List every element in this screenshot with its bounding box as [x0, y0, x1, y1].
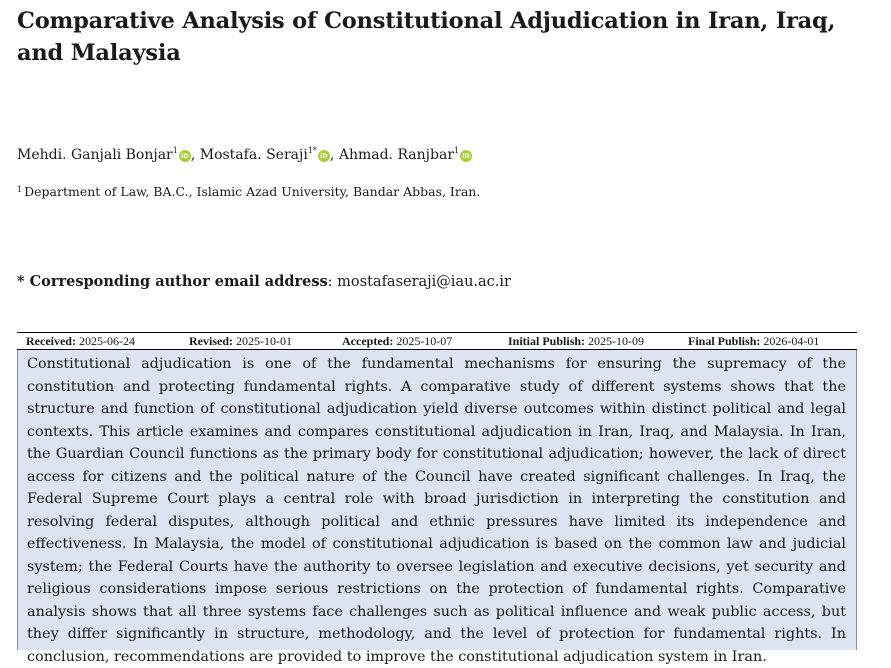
- date-value: 2025-06-24: [78, 334, 135, 348]
- author-name: Mostafa. Seraji: [199, 147, 308, 163]
- date-initial-publish: [508, 333, 644, 349]
- corresponding-author: [17, 272, 511, 292]
- abstract: Constitutional adjudication is one of the fundamental mechanisms for ensuring the supremacy of the constitution and protecting fundamental rights. A comparative study of different systems shows that the structure and function of constitutional adjudication yield diverse outcomes within distinct political and legal contexts. This article examines and compares constitutional adjudication in Iran, Iraq, and Malaysia. In Iran, the Guardian Council functions as the primary body for constitutional adjudication; however, the lack of direct access for citizens and the political nature of the Council have created significant challenges. In Iraq, the Federal Supreme Court plays a central role with broad jurisdiction in interpreting the constitution and resolving federal disputes, although political and ethnic pressures have limited its independence and effectiveness. In Malaysia, the model of constitutional adjudication is based on the common law and judicial system; the Federal Courts have the authority to oversee legislation and executive decisions, yet security and religious considerations impose serious restrictions on the protection of fundamental rights. Comparative analysis shows that all three systems face challenges such as political influence and weak public access, but they differ significantly in structure, methodology, and the level of protection for fundamental rights. In conclusion, recommendations are provided to improve the constitutional adjudication system in Iran.: [17, 350, 857, 650]
- date-revised: [189, 333, 292, 349]
- date-label: Received:: [26, 334, 76, 348]
- author-name: Ahmad. Ranjbar: [338, 147, 455, 163]
- date-final-publish: [688, 333, 819, 349]
- affiliation-text: Department of Law, BA.C., Islamic Azad University, Bandar Abbas, Iran.: [24, 184, 481, 199]
- date-label: Initial Publish:: [508, 334, 586, 348]
- affiliation: [17, 183, 480, 201]
- orcid-icon[interactable]: iD: [179, 150, 191, 162]
- date-value: 2025-10-09: [588, 334, 645, 348]
- corresponding-email[interactable]: mostafaseraji@iau.ac.ir: [337, 274, 511, 290]
- orcid-icon[interactable]: iD: [318, 150, 330, 162]
- author-2: [200, 147, 330, 163]
- paper-title: Comparative Analysis of Constitutional Adjudication in Iran, Iraq, and Malaysia: [17, 8, 836, 66]
- author-3: [339, 147, 472, 163]
- date-received: [26, 333, 135, 349]
- corresponding-label: * Corresponding author email address: [17, 273, 328, 290]
- date-value: 2026-04-01: [763, 334, 820, 348]
- author-separator: ,: [190, 147, 200, 163]
- author-list: [17, 145, 472, 165]
- affiliation-number: 1: [17, 185, 23, 194]
- date-accepted: [342, 333, 452, 349]
- author-affiliation-mark: 1*: [307, 146, 317, 155]
- orcid-icon[interactable]: iD: [460, 150, 472, 162]
- author-affiliation-mark: 1: [454, 146, 460, 155]
- date-value: 2025-10-07: [396, 334, 453, 348]
- publication-dates: [17, 332, 857, 350]
- corresponding-separator: :: [327, 274, 338, 290]
- date-label: Accepted:: [342, 334, 394, 348]
- author-1: [17, 147, 191, 163]
- date-label: Final Publish:: [688, 334, 761, 348]
- author-separator: ,: [329, 147, 339, 163]
- author-affiliation-mark: 1: [172, 146, 178, 155]
- author-name: Mehdi. Ganjali Bonjar: [17, 147, 173, 163]
- date-label: Revised:: [189, 334, 233, 348]
- date-value: 2025-10-01: [236, 334, 292, 348]
